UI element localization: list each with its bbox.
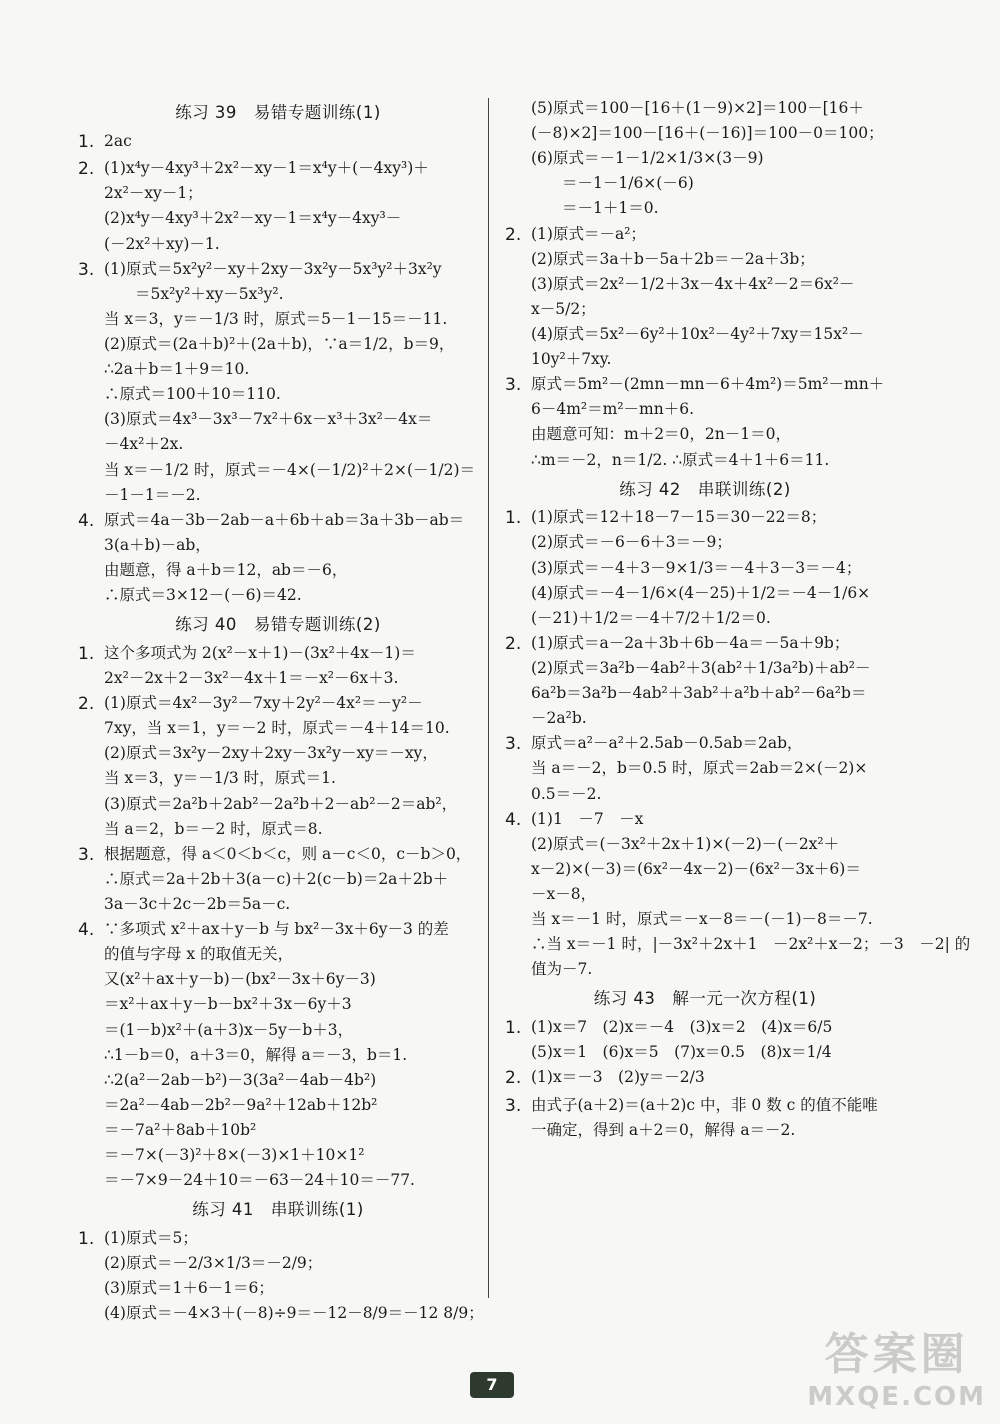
answer-line: (1)原式＝－a²；	[531, 224, 646, 243]
answer-line: (3)原式＝－4＋3－9×1/3＝－4＋3－3＝－4；	[531, 558, 862, 577]
answer-number: 3.	[505, 734, 522, 755]
answer-line: －2a²b.	[531, 709, 587, 728]
answer-line: (－8)×2]＝100－[16＋(－16)]＝100－0＝100；	[531, 124, 884, 143]
answer-item	[505, 1015, 905, 1065]
answer-line: (1)原式＝12＋18－7－15＝30－22＝8；	[531, 508, 827, 527]
answer-line: (1)1 －7 －x	[531, 809, 644, 828]
answer-line: 3(a＋b)－ab，	[104, 535, 211, 554]
answer-line: (5)x＝1 (6)x＝5 (7)x＝0.5 (8)x＝1/4	[531, 1043, 832, 1062]
answer-number: 2.	[78, 159, 95, 180]
answer-line: ∴原式＝100＋10＝110.	[104, 385, 281, 404]
answer-line: (1)原式＝5；	[104, 1229, 198, 1248]
answer-item	[505, 1093, 905, 1143]
section-title: 练习 43 解一元一次方程(1)	[593, 989, 817, 1009]
answer-line: 当 a＝2，b＝－2 时，原式＝8.	[104, 819, 323, 838]
answer-item	[78, 508, 478, 608]
answer-line: 当 x＝3，y＝－1/3 时，原式＝5－1－15＝－11.	[104, 309, 448, 328]
answer-line: (3)原式＝2x²－1/2＋3x－4x＋4x²－2＝6x²－	[531, 274, 855, 293]
divider-line	[488, 98, 489, 1298]
answer-line: －x－8，	[531, 885, 597, 903]
answer-line: ∴原式＝2a＋2b＋3(a－c)＋2(c－b)＝2a＋2b＋	[104, 869, 449, 888]
answer-line: 由式子(a＋2)＝(a＋2)c 中，非 0 数 c 的值不能唯	[531, 1095, 878, 1114]
answer-line: (1)原式＝5x²y²－xy＋2xy－3x²y－5x³y²＋3x²y	[104, 259, 442, 278]
answer-line: (1)原式＝4x²－3y²－7xy＋2y²－4x²＝－y²－	[104, 694, 423, 713]
answer-line: ∵多项式 x²＋ax＋y－b 与 bx²－3x＋6y－3 的差	[104, 920, 449, 939]
answer-item	[505, 1065, 905, 1093]
answer-line: －1－1＝－2.	[104, 485, 201, 504]
answer-line: ＝(1－b)x²＋(a＋3)x－5y－b＋3，	[104, 1020, 354, 1039]
answer-item	[505, 505, 905, 631]
answer-line: 由题意，得 a＋b＝12，ab＝－6，	[104, 561, 348, 579]
answer-line: (2)原式＝－6－6＋3＝－9；	[531, 533, 732, 552]
answer-line: ∴2(a²－2ab－b²)－3(3a²－4ab－4b²)	[104, 1070, 377, 1089]
answer-line: 原式＝4a－3b－2ab－a＋6b＋ab＝3a＋3b－ab＝	[104, 510, 465, 529]
answer-line: ＝x²＋ax＋y－b－bx²＋3x－6y＋3	[104, 995, 352, 1014]
answer-item	[505, 222, 905, 373]
answer-number: 4.	[78, 920, 95, 941]
answer-line: (2)x⁴y－4xy³＋2x²－xy－1＝x⁴y－4xy³－	[104, 209, 402, 228]
section-title: 练习 39 易错专题训练(1)	[175, 103, 381, 122]
answer-line: (1)x＝－3 (2)y＝－2/3	[531, 1068, 705, 1087]
answer-line: 7xy，当 x＝1，y＝－2 时，原式＝－4＋14＝10.	[104, 719, 450, 738]
answer-line: (4)原式＝－4×3＋(－8)÷9＝－12－8/9＝－12 8/9；	[104, 1304, 484, 1323]
answer-line: 2ac	[104, 131, 132, 150]
answer-line: (1)原式＝a－2a＋3b＋6b－4a＝－5a＋9b；	[531, 633, 850, 652]
answer-line: (5)原式＝100－[16＋(1－9)×2]＝100－[16＋	[531, 99, 864, 117]
answer-line: (3)原式＝2a²b＋2ab²－2a²b＋2－ab²－2＝ab²，	[104, 794, 458, 813]
answer-number: 1.	[78, 643, 95, 664]
answer-line: (1)x⁴y－4xy³＋2x²－xy－1＝x⁴y＋(－4xy³)＋	[104, 159, 429, 178]
answer-line: x－5/2；	[531, 299, 596, 318]
answer-line: 原式＝5m²－(2mn－mn－6＋4m²)＝5m²－mn＋	[531, 375, 885, 394]
answer-line: ∴m＝－2，n＝1/2. ∴原式＝4＋1＋6＝11.	[531, 450, 830, 469]
page-number: 7	[470, 1372, 514, 1398]
answer-line: 值为－7.	[531, 960, 593, 979]
section-title: 练习 42 串联训练(2)	[619, 479, 791, 499]
right-column	[505, 96, 971, 1143]
answer-line: (－2x²＋xy)－1.	[104, 234, 220, 253]
answer-number: 3.	[505, 1095, 522, 1116]
answer-line: (3)原式＝4x³－3x³－7x²＋6x－x³＋3x²－4x＝	[104, 410, 433, 429]
answer-number: 1.	[78, 1229, 95, 1250]
answer-line: ＝5x²y²＋xy－5x³y².	[104, 284, 284, 303]
watermark-url: MXQE.COM	[807, 1382, 986, 1412]
left-column	[78, 96, 484, 1327]
answer-line: 当 x＝3，y＝－1/3 时，原式＝1.	[104, 769, 336, 788]
answer-line: (2)原式＝－2/3×1/3＝－2/9；	[104, 1254, 323, 1273]
answer-line: 当 a＝－2，b＝0.5 时，原式＝2ab＝2×(－2)×	[531, 759, 868, 778]
answer-item	[78, 691, 478, 842]
answer-line: (－21)＋1/2＝－4＋7/2＋1/2＝0.	[531, 608, 771, 627]
answer-line: ＝－7a²＋8ab＋10b²	[104, 1121, 257, 1140]
answer-line: ∴2a＋b＝1＋9＝10.	[104, 360, 250, 379]
answer-number: 4.	[505, 809, 522, 830]
answer-line: 6a²b＝3a²b－4ab²＋3ab²＋a²b＋ab²－6a²b＝	[531, 684, 867, 703]
answer-line: (4)原式＝5x²－6y²＋10x²－4y²＋7xy＝15x²－	[531, 324, 864, 343]
answer-number	[505, 96, 531, 222]
answer-line: 10y²＋7xy.	[531, 350, 612, 369]
answer-line: ∴1－b＝0，a＋3＝0，解得 a＝－3，b＝1.	[104, 1045, 408, 1064]
answer-item	[78, 1226, 484, 1326]
answer-number: 4.	[78, 510, 95, 531]
answer-line: (4)原式＝－4－1/6×(4－25)＋1/2＝－4－1/6×	[531, 583, 871, 602]
answer-line: 这个多项式为 2(x²－x＋1)－(3x²＋4x－1)＝	[104, 643, 416, 662]
answer-line: ∴当 x＝－1 时，|－3x²＋2x＋1 －2x²＋x－2；－3 －2| 的	[531, 935, 971, 954]
answer-line: 原式＝a²－a²＋2.5ab－0.5ab＝2ab，	[531, 734, 803, 753]
answer-line: 当 x＝－1/2 时，原式＝－4×(－1/2)²＋2×(－1/2)＝	[104, 460, 476, 479]
answer-item	[505, 96, 905, 222]
answer-item	[78, 257, 478, 508]
answer-number: 2.	[505, 1068, 522, 1089]
answer-item	[505, 372, 905, 472]
answer-line: 一确定，得到 a＋2＝0，解得 a＝－2.	[531, 1121, 796, 1140]
answer-item	[505, 807, 971, 983]
answer-line: 3a－3c＋2c－2b＝5a－c.	[104, 895, 291, 914]
section-title: 练习 40 易错专题训练(2)	[175, 615, 381, 635]
answer-number: 1.	[78, 131, 95, 152]
answer-line: 2x²－2x＋2－3x²－4x＋1＝－x²－6x＋3.	[104, 669, 399, 688]
answer-line: 6－4m²＝m²－mn＋6.	[531, 400, 695, 419]
watermark-logo: 答案圈	[824, 1329, 969, 1380]
answer-line: －4x²＋2x.	[104, 435, 184, 454]
answer-number: 1.	[505, 1018, 522, 1039]
answer-item	[78, 156, 478, 256]
answer-number: 3.	[78, 259, 95, 280]
answer-line: 根据题意，得 a＜0＜b＜c，则 a－c＜0，c－b＞0，	[104, 844, 472, 863]
answer-line: (2)原式＝3a²b－4ab²＋3(ab²＋1/3a²b)＋ab²－	[531, 659, 871, 678]
section-title: 练习 41 串联训练(1)	[192, 1200, 364, 1220]
answer-item	[505, 731, 905, 806]
answer-number: 2.	[505, 633, 522, 654]
answer-item	[505, 631, 905, 731]
answer-line: 0.5＝－2.	[531, 784, 602, 803]
answer-line: ＝－7×9－24＋10＝－63－24＋10＝－77.	[104, 1171, 415, 1190]
answer-line: (3)原式＝1＋6－1＝6；	[104, 1279, 274, 1298]
answer-line: (2)原式＝3x²y－2xy＋2xy－3x²y－xy＝－xy，	[104, 744, 438, 763]
answer-item	[78, 917, 478, 1193]
answer-number: 3.	[505, 375, 522, 396]
answer-number: 2.	[78, 694, 95, 715]
answer-line: (2)原式＝3a＋b－5a＋2b＝－2a＋3b；	[531, 249, 815, 268]
answer-item	[78, 842, 478, 917]
answer-number: 2.	[505, 224, 522, 245]
answer-line: 又(x²＋ax＋y－b)－(bx²－3x＋6y－3)	[104, 970, 376, 989]
answer-item	[78, 129, 478, 157]
answer-line: ＝2a²－4ab－2b²－9a²＋12ab＋12b²	[104, 1095, 378, 1114]
answer-number: 3.	[78, 844, 95, 865]
answer-line: ＝－1＋1＝0.	[531, 199, 659, 218]
answer-line: (1)x＝7 (2)x＝－4 (3)x＝2 (4)x＝6/5	[531, 1018, 833, 1037]
answer-line: 的值与字母 x 的取值无关，	[104, 945, 294, 964]
answer-line: ∴原式＝3×12－(－6)＝42.	[104, 586, 302, 605]
answer-line: (6)原式＝－1－1/2×1/3×(3－9)	[531, 149, 764, 168]
answer-line: x－2)×(－3)＝(6x²－4x－2)－(6x²－3x＋6)＝	[531, 859, 861, 878]
watermark	[807, 1318, 986, 1412]
answer-line: ＝－1－1/6×(－6)	[531, 174, 694, 193]
answer-line: ＝－7×(－3)²＋8×(－3)×1＋10×1²	[104, 1146, 365, 1165]
answer-number: 1.	[505, 508, 522, 529]
answer-line: 2x²－xy－1；	[104, 184, 203, 203]
answer-line: (2)原式＝(－3x²＋2x＋1)×(－2)－(－2x²＋	[531, 834, 840, 853]
answer-line: 当 x＝－1 时，原式＝－x－8＝－(－1)－8＝－7.	[531, 910, 873, 929]
answer-line: 由题意可知：m＋2＝0，2n－1＝0，	[531, 425, 791, 444]
answer-line: (2)原式＝(2a＋b)²＋(2a＋b)，∵a＝1/2，b＝9，	[104, 335, 455, 354]
answer-item	[78, 641, 478, 691]
